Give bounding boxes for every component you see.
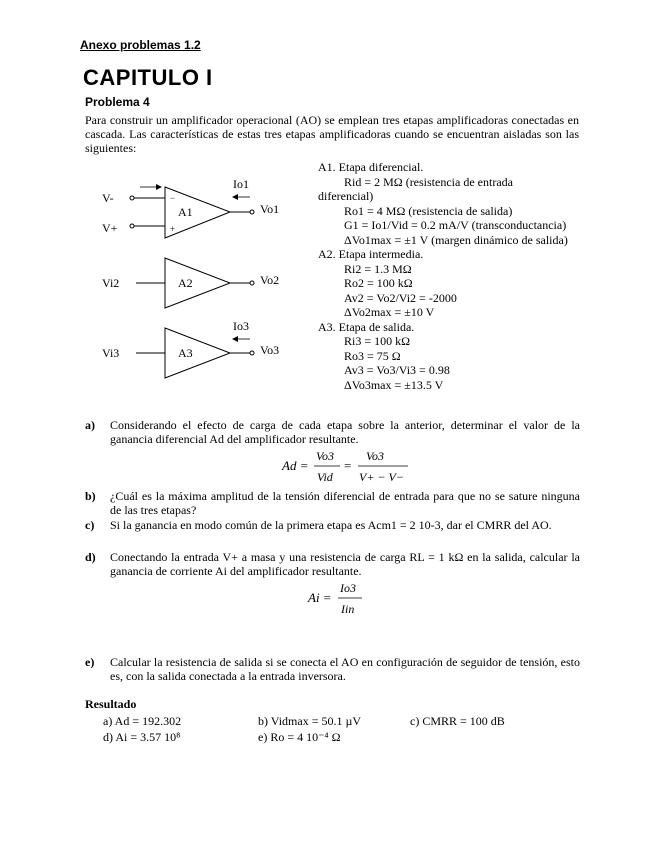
chapter-title: CAPITULO I — [83, 65, 213, 90]
a1-dv: ΔVo1max = ±1 V (margen dinámico de salida) — [344, 232, 568, 247]
amplifier-diagram — [100, 170, 315, 400]
a1-rid-cont: diferencial) — [318, 189, 374, 203]
problem-title: Problema 4 — [85, 95, 150, 109]
io1-label: Io1 — [233, 177, 249, 191]
a3-ro: Ro3 = 75 Ω — [344, 348, 401, 363]
a2-av: Av2 = Vo2/Vi2 = -2000 — [344, 290, 457, 305]
a1-ro: Ro1 = 4 MΩ (resistencia de salida) — [344, 203, 513, 218]
formula-ai-den: Iin — [341, 602, 355, 616]
vplus-label: V+ — [102, 221, 118, 235]
vo2-label: Vo2 — [260, 273, 280, 287]
result-b: b) Vidmax = 50.1 µV — [258, 714, 362, 728]
formula-ai-lhs: Ai = — [308, 590, 332, 605]
result-e: e) Ro = 4 10⁻⁴ Ω — [258, 730, 341, 744]
header-title: Anexo problemas 1.2 — [80, 38, 201, 52]
a1-title: A1. Etapa diferencial. — [318, 160, 424, 174]
results-title: Resultado — [85, 697, 137, 711]
a1-label: A1 — [178, 205, 193, 219]
formula-ad-den2: V+ − V− — [359, 470, 404, 484]
intro-paragraph: Para construir un amplificador operacional (AO) se emplean tres etapas amplificadoras conectadas en cascada. Las características de estas tres etapas amplificadoras cuando se encuentran aisladas son las siguientes: — [85, 113, 579, 155]
formula-ad-num: Vo3 — [316, 449, 334, 463]
stage-a3-triangle — [102, 319, 279, 378]
a2-label: A2 — [178, 276, 193, 290]
question-b-text: ¿Cuál es la máxima amplitud de la tensión diferencial de entrada para que no se sature ninguna de las tres etapas? — [110, 489, 580, 517]
vo3-label: Vo3 — [260, 343, 280, 357]
formula-ai-num: Io3 — [340, 581, 356, 595]
a2-dv: ΔVo2max = ±10 V — [344, 305, 435, 319]
a3-label: A3 — [178, 346, 193, 360]
question-a-text: Considerando el efecto de carga de cada etapa sobre la anterior, determinar el valor de la ganancia diferencial Ad del amplificador resultante. — [110, 418, 580, 446]
question-c-label: c) — [85, 518, 95, 532]
question-b — [85, 489, 585, 519]
question-c-text: Si la ganancia en modo común de la primera etapa es Acm1 = 2 10-3, dar el CMRR del AO. — [110, 518, 552, 532]
question-e-label: e) — [85, 655, 95, 669]
question-d-text: Conectando la entrada V+ a masa y una resistencia de carga RL = 1 kΩ en la salida, calcular la ganancia de corriente Ai del amplificador resultante. — [110, 550, 580, 578]
question-b-label: b) — [85, 489, 96, 503]
a3-av: Av3 = Vo3/Vi3 = 0.98 — [344, 363, 450, 377]
formula-ad-eq: = — [344, 458, 352, 473]
stage-a2-triangle — [102, 258, 279, 308]
stage-specs — [318, 160, 580, 392]
formula-ad-den: Vid — [317, 470, 333, 484]
formula-ad — [280, 446, 420, 488]
a3-dv: ΔVo3max = ±13.5 V — [344, 377, 444, 392]
formula-ai — [306, 578, 376, 620]
io3-label: Io3 — [233, 319, 249, 333]
question-a-label: a) — [85, 418, 95, 432]
question-d — [85, 550, 585, 580]
a1-g: G1 = Io1/Vid = 0.2 mA/V (transconductancia) — [344, 218, 567, 232]
a1-rid: Rid = 2 MΩ (resistencia de entrada — [344, 174, 513, 189]
question-e-text: Calcular la resistencia de salida si se conecta el AO en configuración de seguidor de tensión, esto es, con la salida conectada a la entrada inversora. — [110, 655, 580, 683]
question-c — [85, 518, 585, 548]
a2-ro: Ro2 = 100 kΩ — [344, 276, 413, 290]
question-e — [85, 655, 585, 685]
a1-plus-mark: + — [170, 224, 176, 234]
a1-minus-mark: − — [170, 193, 176, 203]
formula-ad-lhs: Ad = — [282, 458, 309, 473]
question-a — [85, 418, 585, 448]
a3-title: A3. Etapa de salida. — [318, 319, 415, 334]
a2-ri: Ri2 = 1.3 MΩ — [344, 261, 412, 276]
a3-ri: Ri3 = 100 kΩ — [344, 334, 411, 348]
vi3-label: Vi3 — [102, 346, 120, 360]
stage-a1-triangle — [102, 177, 279, 238]
result-d: d) Ai = 3.57 10⁸ — [103, 730, 181, 744]
formula-ad-num2: Vo3 — [366, 449, 384, 463]
vminus-label: V- — [102, 191, 114, 205]
result-c: c) CMRR = 100 dB — [410, 714, 505, 728]
a2-title: A2. Etapa intermedia. — [318, 247, 424, 261]
question-d-label: d) — [85, 550, 96, 564]
result-a: a) Ad = 192.302 — [103, 714, 182, 728]
vi2-label: Vi2 — [102, 276, 120, 290]
vo1-label: Vo1 — [260, 202, 280, 216]
